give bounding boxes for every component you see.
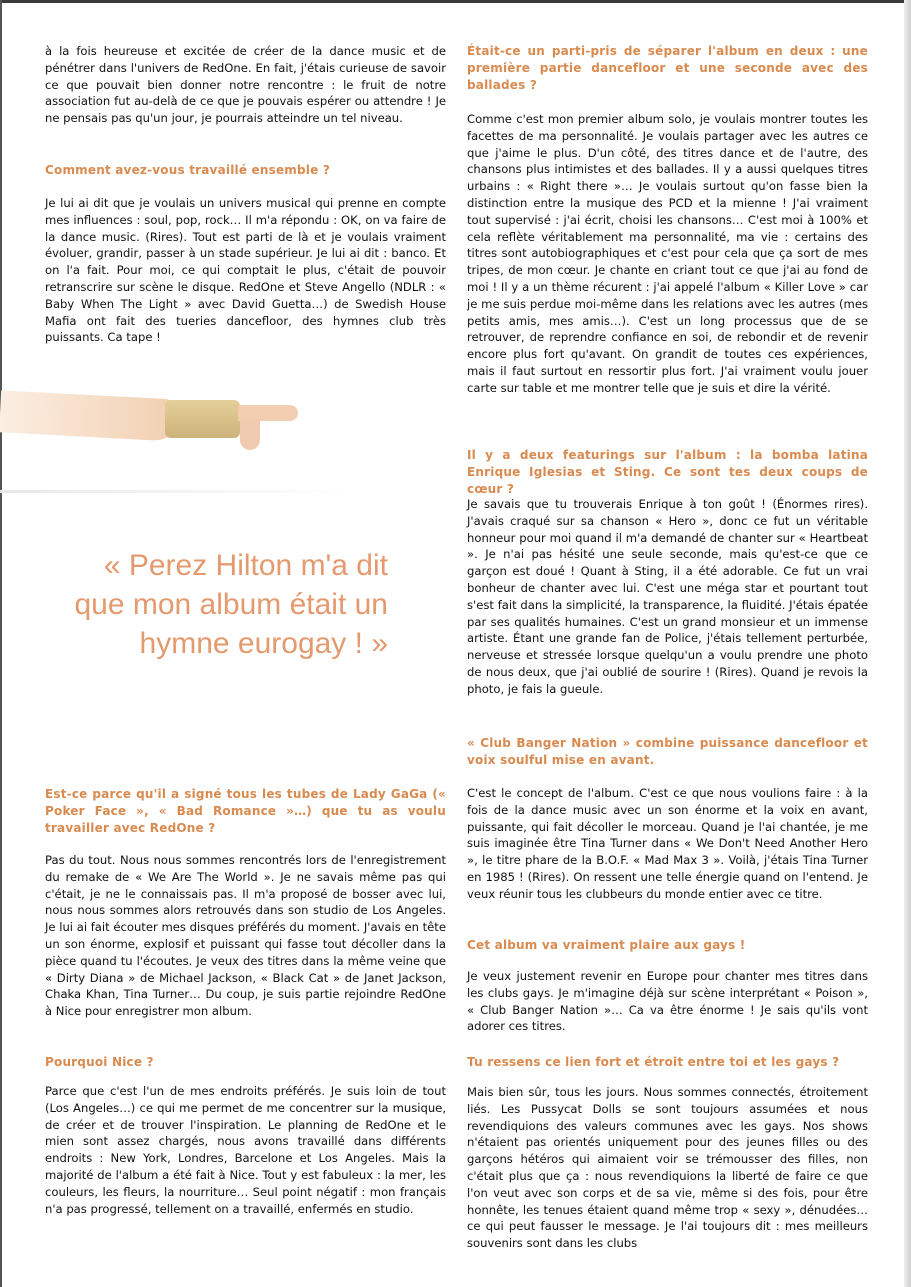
question-heading: Pourquoi Nice ?: [45, 1055, 154, 1069]
pull-quote: « Perez Hilton m'a dit que mon album était un hymne eurogay ! »: [74, 549, 388, 660]
right-paragraph-1: Comme c'est mon premier album solo, je voulais montrer toutes les facettes de ma personnalité. Je voulais partager avec les autres ce que j'aime le plus. D'un côté, des titres dance et de l'autre, des chansons plus intimistes et des ballades. Il y a aussi quelques titres urbains : « Right there »… Je voulais surtout qu'on fasse bien la distinction entre la musique des PCD et la mienne ! J'ai vraiment tout supervisé : j'ai écrit, choisi les chansons… C'est moi à 100% et cela reflète véritablement ma personnalité, ma vie : certains des titres sont autobiographiques et c'est pour cela que ça sort de mes tripes, de mon cœur. Je chante en criant tout ce que j'ai au fond de moi ! Il y a un thème récurent : j'ai appelé l'album « Killer Love » car je me suis perdue moi-même dans les relations avec les autres (mes petits amis, mes amis…). C'est un long processus que de se retrouver, de reprendre confiance en soi, de rebondir et de revenir encore plus fort qu'avant. On grandit de toutes ces expériences, mais il faut surtout en ressortir plus fort. J'ai vraiment voulu jouer carte sur table et me montrer telle que je suis et dire la vérité.: [467, 112, 868, 395]
finger-shape: [238, 405, 298, 421]
left-paragraph-2: Je lui ai dit que je voulais un univers musical qui prenne en compte mes influences : soul, pop, rock… Il m'a répondu : OK, on va faire de la dance music. (Rires). Tout est parti de là et je voulais vraiment évoluer, grandir, passer à un stade supérieur. Je lui ai dit : banco. Et on l'a fait. Pour moi, ce qui comptait le plus, c'était de pouvoir retranscrire sur scène le disque. RedOne et Steve Angello (NDLR : « Baby When The Light » avec David Guetta…) de Swedish House Mafia ont fait des tueries dancefloor, des hymnes club très puissants. Ca tape !: [45, 196, 446, 345]
right-paragraph-3: C'est le concept de l'album. C'est ce que nous voulions faire : à la fois de la dance music avec un son énorme et la voix en avant, puissante, qui fait décoller le morceau. Quand je l'ai chantée, je me suis imaginée être Tina Turner dans « We Don't Need Another Hero », le titre phare de la B.O.F. « Mad Max 3 ». Voilà, j'étais Tina Turner en 1985 ! (Rires). On ressent une telle énergie quand on l'entend. Je veux réunir tous les clubbeurs du monde entier avec ce titre.: [467, 786, 868, 901]
hand-photo: [0, 360, 330, 520]
question-heading: Comment avez-vous travaillé ensemble ?: [45, 163, 330, 177]
left-paragraph-4: Parce que c'est l'un de mes endroits préférés. Je suis loin de tout (Los Angeles…) ce qui me permet de me concentrer sur la musique, de créer et de trouver l'inspiration. Le planning de RedOne et le mien sont assez chargés, nous avons travaillé dans différents endroits : New York, Londres, Barcelone et Los Angeles. Mais la majorité de l'album a été fait à Nice. Tout y est fabuleux : la mer, les couleurs, les fleurs, la nourriture… Seul point négatif : mon français n'a pas progressé, tellement on a travaillé, enfermés en studio.: [45, 1084, 446, 1216]
bandage-shape: [165, 400, 240, 438]
question-heading: « Club Banger Nation » combine puissance dancefloor et voix soulful mise en avant.: [467, 736, 868, 767]
arm-shape: [0, 390, 181, 441]
right-paragraph-5: Mais bien sûr, tous les jours. Nous sommes connectés, étroitement liés. Les Pussycat Dolls se sont toujours assumées et nous revendiquions des valeurs communes avec les gays. Nos shows n'étaient pas orientés uniquement pour des jeunes filles ou des garçons hétéros qui aimaient voir se trémousser des filles, non c'était plus que ça : nous revendiquions la liberté de faire ce que l'on veut avec son corps et de sa vie, même si des fois, pour être honnête, les tenues étaient quand même trop « sexy », dénudées… ce qui peut fausser le message. Je l'ai toujours dit : mes meilleurs souvenirs sont dans les clubs: [467, 1085, 868, 1251]
question-heading: Il y a deux featurings sur l'album : la bomba latina Enrique Iglesias et Sting. Ce sont tes deux coups de cœur ?: [467, 448, 868, 496]
top-border: [0, 0, 911, 3]
left-page-edge: [0, 0, 2, 1287]
table-edge: [0, 490, 350, 493]
question-heading: Cet album va vraiment plaire aux gays !: [467, 938, 746, 952]
right-page-edge: [904, 0, 911, 1287]
question-heading: Était-ce un parti-pris de séparer l'album en deux : une première partie dancefloor et une seconde avec des ballades ?: [467, 44, 868, 92]
left-paragraph-3: Pas du tout. Nous nous sommes rencontrés lors de l'enregistrement du remake de « We Are The World ». Je ne savais même pas qui c'était, je ne le connaissais pas. Il m'a proposé de bosser avec lui, nous nous sommes alors retrouvés dans son studio de Los Angeles. Je lui ai fait écouter mes disques préférés du moment. J'avais en tête un son énorme, explosif et puissant qui fasse tout décoller dans la pièce quand tu l'écoutes. Je veux des titres dans la même veine que « Dirty Diana » de Michael Jackson, « Black Cat » de Janet Jackson, Chaka Khan, Tina Turner… Du coup, je suis partie rejoindre RedOne à Nice pour enregistrer mon album.: [45, 853, 446, 1019]
right-paragraph-2: Je savais que tu trouverais Enrique à ton goût ! (Énormes rires). J'avais craqué sur sa chanson « Hero », donc ce fut un véritable honneur pour moi quand il m'a demandé de chanter sur « Heartbeat ». Je n'ai pas hésité une seule seconde, mais qu'est-ce que ce garçon est doué ! Quant à Sting, il a été adorable. Ce fut un vrai bonheur de chanter avec lui. C'est une méga star et pourtant tout s'est fait dans la simplicité, la transparence, la fluidité. J'étais épatée par ses qualités humaines. C'est un grand monsieur et un immense artiste. Étant une grande fan de Police, j'étais tellement perturbée, nerveuse et stressée lorsque quelqu'un a voulu prendre une photo de nous deux, que j'ai oublié de sourire ! (Rires). Quand je revois la photo, je fais la gueule.: [467, 497, 868, 696]
right-paragraph-4: Je veux justement revenir en Europe pour chanter mes titres dans les clubs gays. Je m'imagine déjà sur scène interprétant « Poison », « Club Banger Nation »… Ca va être énorme ! Je sais qu'ils vont adorer ces titres.: [467, 969, 868, 1034]
thumb-shape: [240, 420, 260, 450]
question-heading: Est-ce parce qu'il a signé tous les tubes de Lady GaGa (« Poker Face », « Bad Romance »…) que tu as voulu travailler avec RedOne ?: [45, 787, 446, 835]
question-heading: Tu ressens ce lien fort et étroit entre toi et les gays ?: [467, 1055, 840, 1069]
left-paragraph-1: à la fois heureuse et excitée de créer de la dance music et de pénétrer dans l'univers de RedOne. En fait, j'étais curieuse de savoir ce que pouvait bien donner notre rencontre : le fruit de notre association fut au-delà de ce que je pouvais espérer ou attendre ! Je ne pensais pas qu'un jour, je pourrais atteindre un tel niveau.: [45, 44, 446, 126]
